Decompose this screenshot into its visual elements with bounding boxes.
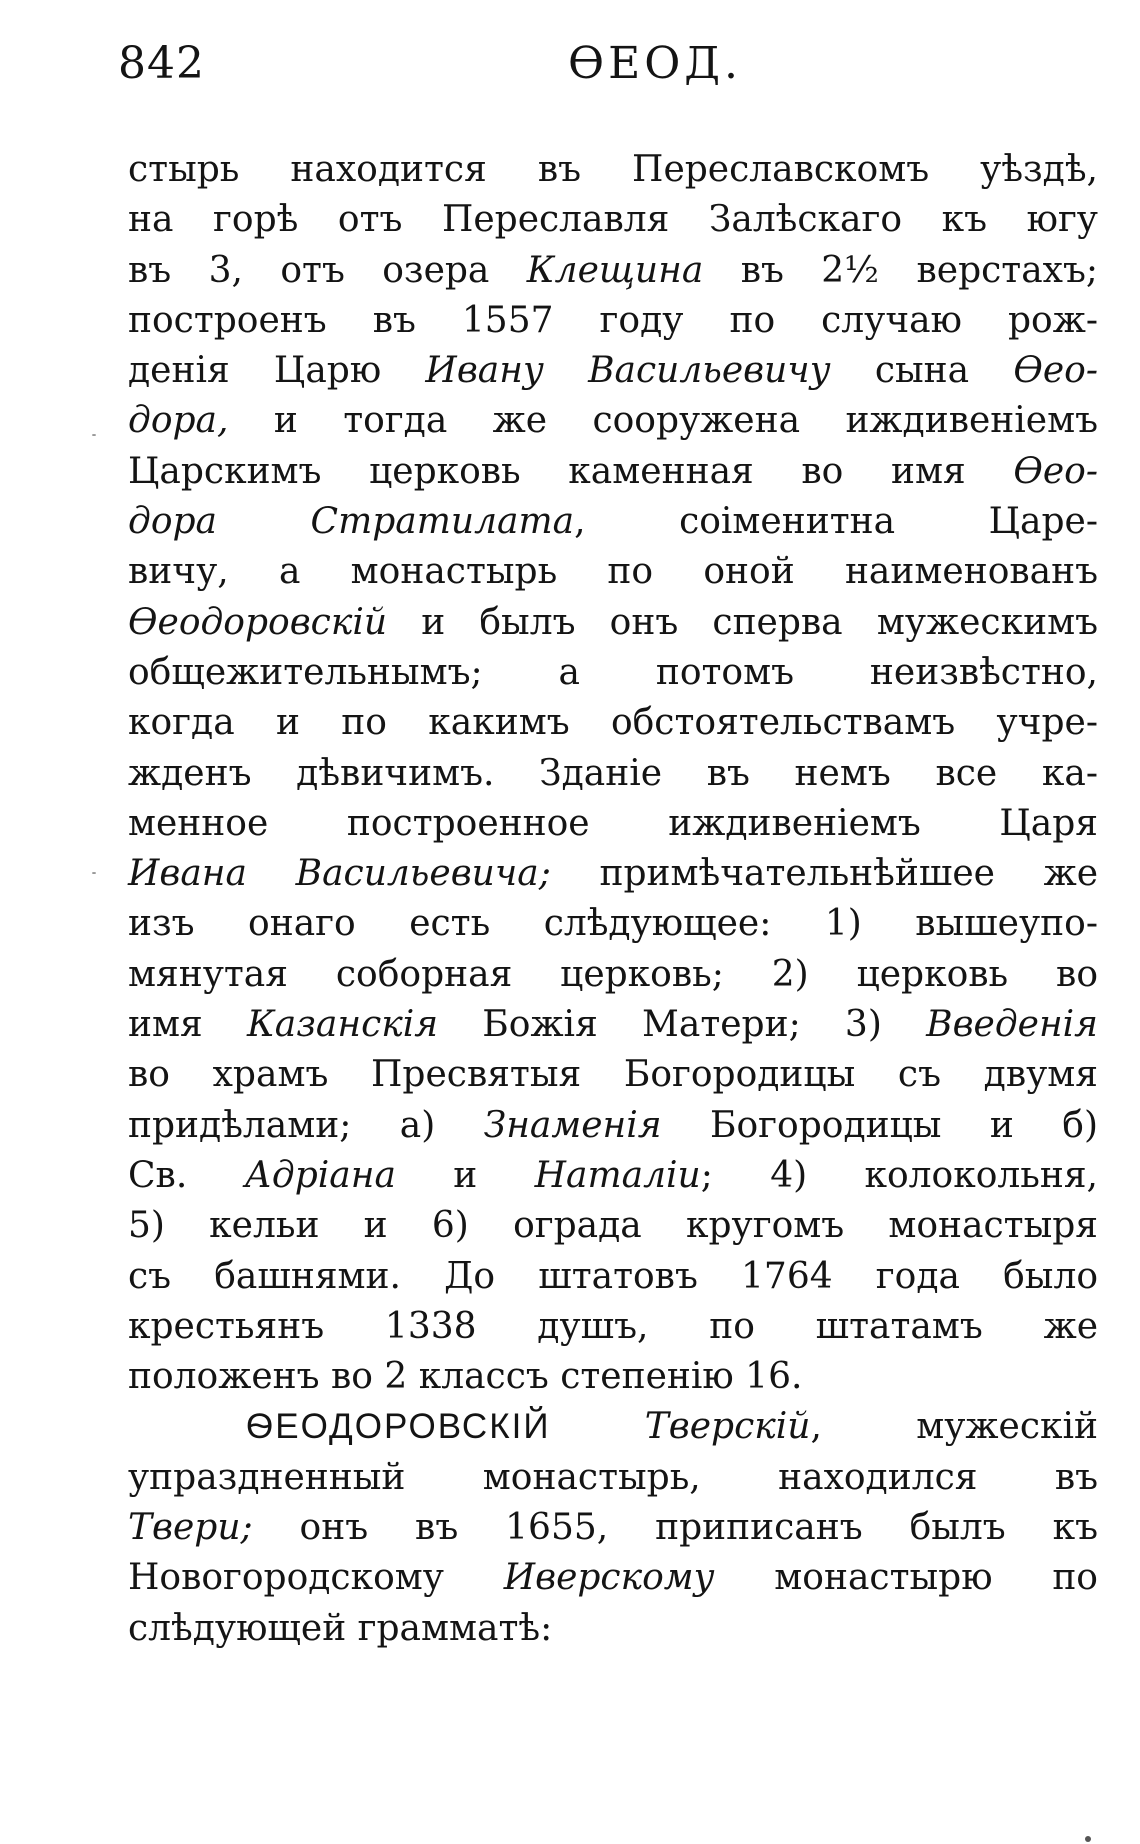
text-line: крестьянъ 1338 душъ, по штатамъ же (128, 1305, 1098, 1347)
italic-person-name: дора, (128, 400, 229, 442)
text-line: положенъ во 2 классъ степенію 16. (128, 1356, 803, 1398)
text-line: 5) кельи и 6) ограда кругомъ монастыря (128, 1205, 1098, 1247)
text-line: упраздненный монастырь, находился въ (128, 1456, 1098, 1498)
page-header (118, 38, 1048, 108)
text-line: дора Стратилата, соіменитна Царе- (128, 501, 1099, 543)
italic-church-name: Введенія (926, 1004, 1099, 1046)
text-line: во храмъ Пресвятыя Богородицы съ двумя (128, 1054, 1098, 1096)
running-head: ѲЕОД. (568, 38, 743, 89)
text-line: жденъ дѣвичимъ. Зданіе въ немъ все ка- (128, 752, 1098, 794)
entry-heading-line: ѲЕОДОРОВСКІЙ Тверскій, мужескій (246, 1406, 1098, 1448)
italic-place-name: Твери; (128, 1507, 253, 1549)
italic-monastery-name: Ѳеодоровскій (128, 601, 388, 643)
text-line: Царскимъ церковь каменная во имя Ѳео- (128, 450, 1098, 492)
text-line: слѣдующей граммaтѣ: (128, 1607, 553, 1649)
text-line: дора, и тогда же сооружена иждивеніемъ (128, 400, 1098, 442)
italic-church-name: Казанскія (246, 1004, 439, 1046)
text-line: общежительнымъ; а потомъ неизвѣстно, (128, 651, 1098, 693)
text-line: Ѳеодоровскій и былъ онъ сперва мужескимъ (128, 601, 1098, 643)
print-speck (92, 434, 96, 436)
text-line: изъ онаго есть слѣдующее: 1) вышеупо- (128, 903, 1098, 945)
italic-person-name: Ѳео- (1013, 450, 1098, 492)
text-line: Твери; онъ въ 1655, приписанъ былъ къ (128, 1507, 1098, 1549)
italic-saint-name: Наталіи (534, 1154, 701, 1196)
text-line: вичу, а монастырь по оной наименованъ (128, 551, 1098, 593)
italic-person-name: Ивану Васильевичу (425, 350, 831, 392)
page-number: 842 (118, 38, 205, 89)
print-speck (92, 872, 96, 874)
italic-person-name: дора Стратилата (128, 501, 575, 543)
text-line: придѣлами; а) Знаменія Богородицы и б) (128, 1104, 1099, 1146)
italic-place-name: Клещина (526, 249, 704, 291)
print-speck (1085, 1836, 1091, 1842)
text-line: имя Казанскія Божія Матери; 3) Введенія (128, 1004, 1099, 1046)
italic-monastery-name: Иверскому (503, 1557, 715, 1599)
italic-person-name: Ѳео- (1013, 350, 1098, 392)
text-line: когда и по какимъ обстоятельствамъ учре- (128, 702, 1098, 744)
italic-saint-name: Адріана (244, 1154, 396, 1196)
text-line: Св. Адріана и Наталіи; 4) колокольня, (128, 1154, 1099, 1196)
italic-church-name: Знаменія (483, 1104, 662, 1146)
text-line: Новогородскому Иверскому монастырю по (128, 1557, 1098, 1599)
italic-person-name: Ивана Васильевича; (128, 853, 551, 895)
entry-term: ѲЕОДОРОВСКІЙ (246, 1407, 551, 1447)
text-line: менное построенное иждивеніемъ Царя (128, 802, 1098, 844)
text-line: мянутая соборная церковь; 2) церковь во (128, 953, 1098, 995)
text-line: построенъ въ 1557 году по случаю рож- (128, 299, 1098, 341)
text-line: на горѣ отъ Переславля Залѣскаго къ югу (128, 199, 1098, 241)
text-line: съ башнями. До штатовъ 1764 года было (128, 1255, 1098, 1297)
text-line: стырь находится въ Переславскомъ уѣздѣ, (128, 149, 1098, 190)
text-line: Ивана Васильевича; примѣчательнѣйшее же (128, 853, 1098, 895)
text-line: въ 3, отъ озера Клещина въ 2½ верстахъ; (128, 249, 1098, 291)
text-line: денія Царю Ивану Васильевичу сына Ѳео- (128, 350, 1098, 392)
body-text (128, 145, 1098, 1654)
italic-place-name: Тверскій (644, 1406, 811, 1448)
